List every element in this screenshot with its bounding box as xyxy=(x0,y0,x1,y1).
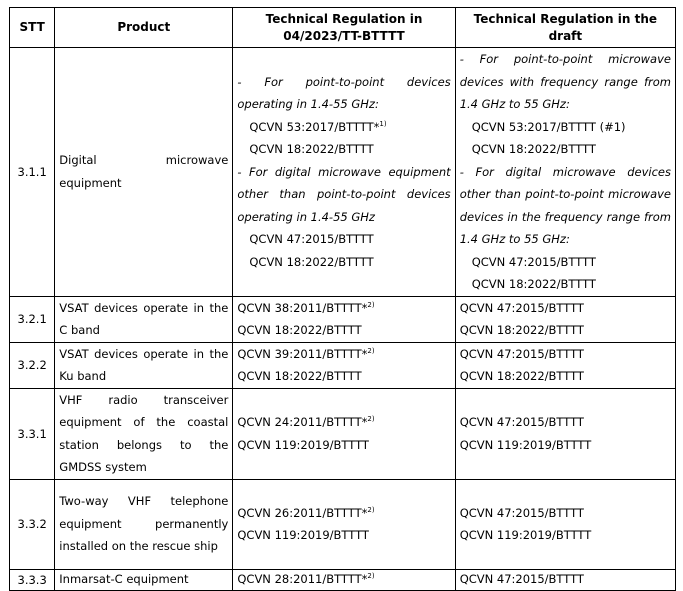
header-product: Product xyxy=(55,8,233,48)
reg-standard: QCVN 18:2022/BTTTT xyxy=(249,142,374,156)
regulation-table xyxy=(9,7,676,591)
row-stt: 3.2.1 xyxy=(10,296,55,342)
reg-standard: QCVN 18:2022/BTTTT xyxy=(459,323,584,337)
reg-intro: - For point-to-point microwave devices with frequency range from 1.4 GHz to 55 GHz: xyxy=(459,52,671,111)
row-reg-draft xyxy=(455,342,675,388)
row-reg-draft xyxy=(455,48,675,297)
row-product: Digital microwave equipment xyxy=(55,48,233,297)
table-row xyxy=(10,388,676,479)
row-product: VSAT devices operate in the C band xyxy=(55,296,233,342)
reg-standard: QCVN 38:2011/BTTTT*$^{2)}$ xyxy=(237,300,375,315)
table-row xyxy=(10,569,676,590)
row-stt: 3.3.2 xyxy=(10,479,55,569)
row-reg-current xyxy=(233,296,455,342)
table-row xyxy=(10,342,676,388)
reg-standard: QCVN 18:2022/BTTTT xyxy=(249,254,374,269)
reg-intro: - For digital microwave equipment other than point-to-point devices operating in 1.4-55 GHz xyxy=(237,164,451,224)
reg-standard: QCVN 26:2011/BTTTT*$^{2)}$ xyxy=(237,505,375,520)
reg-standard: QCVN 47:2015/BTTTT xyxy=(471,254,596,269)
row-product: Two-way VHF telephone equipment permanently installed on the rescue ship xyxy=(55,479,233,569)
reg-standard: QCVN 119:2019/BTTTT xyxy=(459,437,592,452)
row-reg-current xyxy=(233,48,455,297)
table-row xyxy=(10,296,676,342)
header-reg-current: Technical Regulation in 04/2023/TT-BTTTT xyxy=(233,8,455,48)
row-reg-current xyxy=(233,342,455,388)
header-reg-draft: Technical Regulation in the draft xyxy=(455,8,675,48)
header-stt: STT xyxy=(10,8,55,48)
reg-standard: QCVN 18:2022/BTTTT xyxy=(471,277,596,291)
table-row xyxy=(10,48,676,297)
row-product: Inmarsat-C equipment xyxy=(55,569,233,590)
reg-standard: QCVN 24:2011/BTTTT*$^{2)}$ xyxy=(237,415,375,429)
reg-standard: QCVN 53:2017/BTTTT*$^{1)}$ xyxy=(249,119,387,134)
row-reg-current xyxy=(233,388,455,479)
row-reg-current xyxy=(233,569,455,590)
row-reg-draft xyxy=(455,296,675,342)
row-reg-current xyxy=(233,479,455,569)
reg-standard: QCVN 39:2011/BTTTT*$^{2)}$ xyxy=(237,346,375,361)
reg-standard: QCVN 47:2015/BTTTT xyxy=(459,300,584,315)
reg-standard: QCVN 28:2011/BTTTT*$^{2)}$ xyxy=(237,572,375,586)
reg-standard: QCVN 47:2015/BTTTT xyxy=(459,572,584,586)
row-stt: 3.3.3 xyxy=(10,569,55,590)
row-product: VSAT devices operate in the Ku band xyxy=(55,342,233,388)
row-product: VHF radio transceiver equipment of the coastal station belongs to the GMDSS system xyxy=(55,388,233,479)
reg-standard: QCVN 47:2015/BTTTT xyxy=(459,505,584,520)
row-stt: 3.1.1 xyxy=(10,48,55,297)
reg-intro: - For point-to-point devices operating in 1.4-55 GHz: xyxy=(237,74,451,111)
reg-standard: QCVN 47:2015/BTTTT xyxy=(459,415,584,429)
row-stt: 3.2.2 xyxy=(10,342,55,388)
reg-standard: QCVN 119:2019/BTTTT xyxy=(237,437,369,452)
reg-standard: QCVN 18:2022/BTTTT xyxy=(237,323,362,337)
row-stt: 3.3.1 xyxy=(10,388,55,479)
reg-standard: QCVN 18:2022/BTTTT xyxy=(459,369,584,383)
header-row xyxy=(10,8,676,48)
reg-intro: - For digital microwave devices other than point-to-point microwave devices in the frequency range from 1.4 GHz to 55 GHz: xyxy=(459,164,671,246)
reg-standard: QCVN 47:2015/BTTTT xyxy=(459,346,584,361)
reg-standard: QCVN 18:2022/BTTTT xyxy=(471,142,596,156)
row-reg-draft xyxy=(455,479,675,569)
reg-standard: QCVN 53:2017/BTTTT (#1) xyxy=(471,119,626,134)
reg-standard: QCVN 119:2019/BTTTT xyxy=(459,528,592,542)
row-reg-draft xyxy=(455,569,675,590)
row-reg-draft xyxy=(455,388,675,479)
reg-standard: QCVN 119:2019/BTTTT xyxy=(237,528,369,542)
table-row xyxy=(10,479,676,569)
reg-standard: QCVN 18:2022/BTTTT xyxy=(237,369,362,383)
reg-standard: QCVN 47:2015/BTTTT xyxy=(249,232,374,246)
